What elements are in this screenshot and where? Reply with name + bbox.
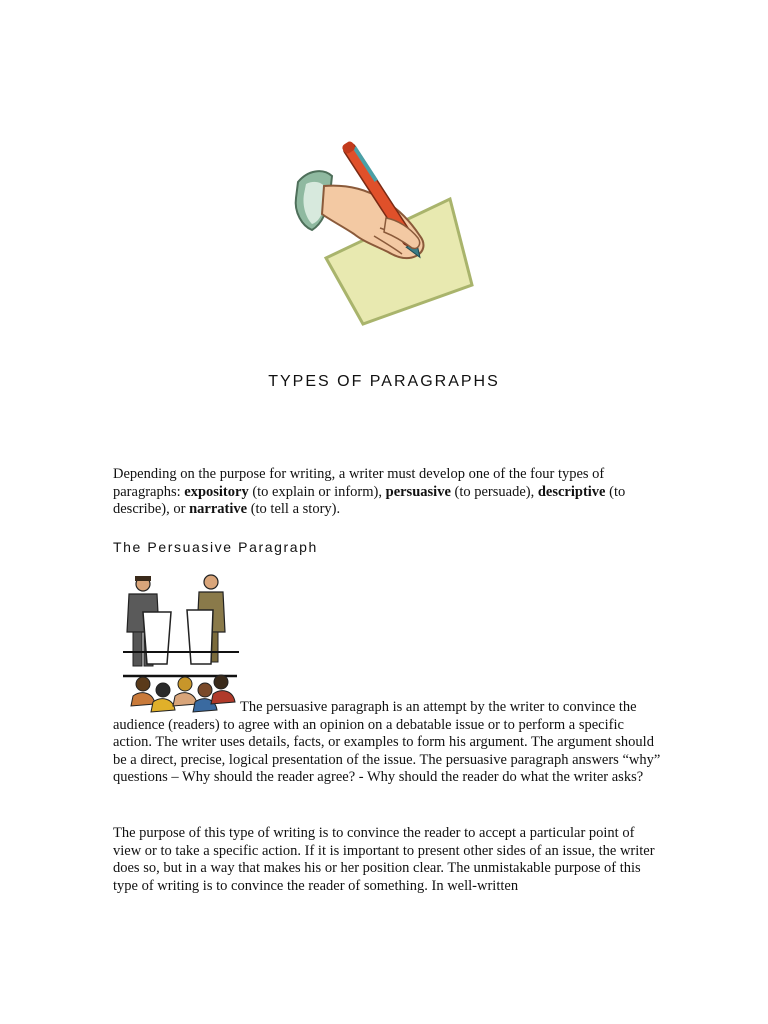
hand-writing-with-pen-icon xyxy=(288,132,478,328)
page-title: TYPES OF PARAGRAPHS xyxy=(268,373,500,390)
section-heading: The Persuasive Paragraph xyxy=(113,539,318,555)
term-descriptive: descriptive xyxy=(537,483,606,500)
persuasive-paragraph-2: The purpose of this type of writing is to convince the reader to accept a particular point of view or to take a specific action. If it is important to present other sides of an issue, the writer does so, but in a way that makes his or her position clear. The unmistakable purpose of this type of writing is to convince the reader of something. In well-written xyxy=(113,825,655,894)
intro-paragraph: Depending on the purpose for writing, a writer must develop one of the four types of paragraphs: expository (to explain or inform), persuasive (to persuade), descriptive (to describe), or narrative (to tell a story). xyxy=(113,466,626,518)
debate-podium-audience-icon xyxy=(113,572,241,716)
term-narrative: narrative xyxy=(189,501,248,518)
term-persuasive: persuasive xyxy=(385,483,451,500)
term-expository: expository xyxy=(184,483,249,500)
persuasive-paragraph-1: The persuasive paragraph is an attempt by the writer to convince the audience (readers) to agree with an opinion on a debatable issue or to perform a specific action. The writer uses details, facts, or examples to form his argument. The argument should be a direct, precise, logical presentation of the issue. The persuasive paragraph answers “why” questions – Why should the reader agree? - Why should the reader do what the writer asks? xyxy=(113,699,661,786)
